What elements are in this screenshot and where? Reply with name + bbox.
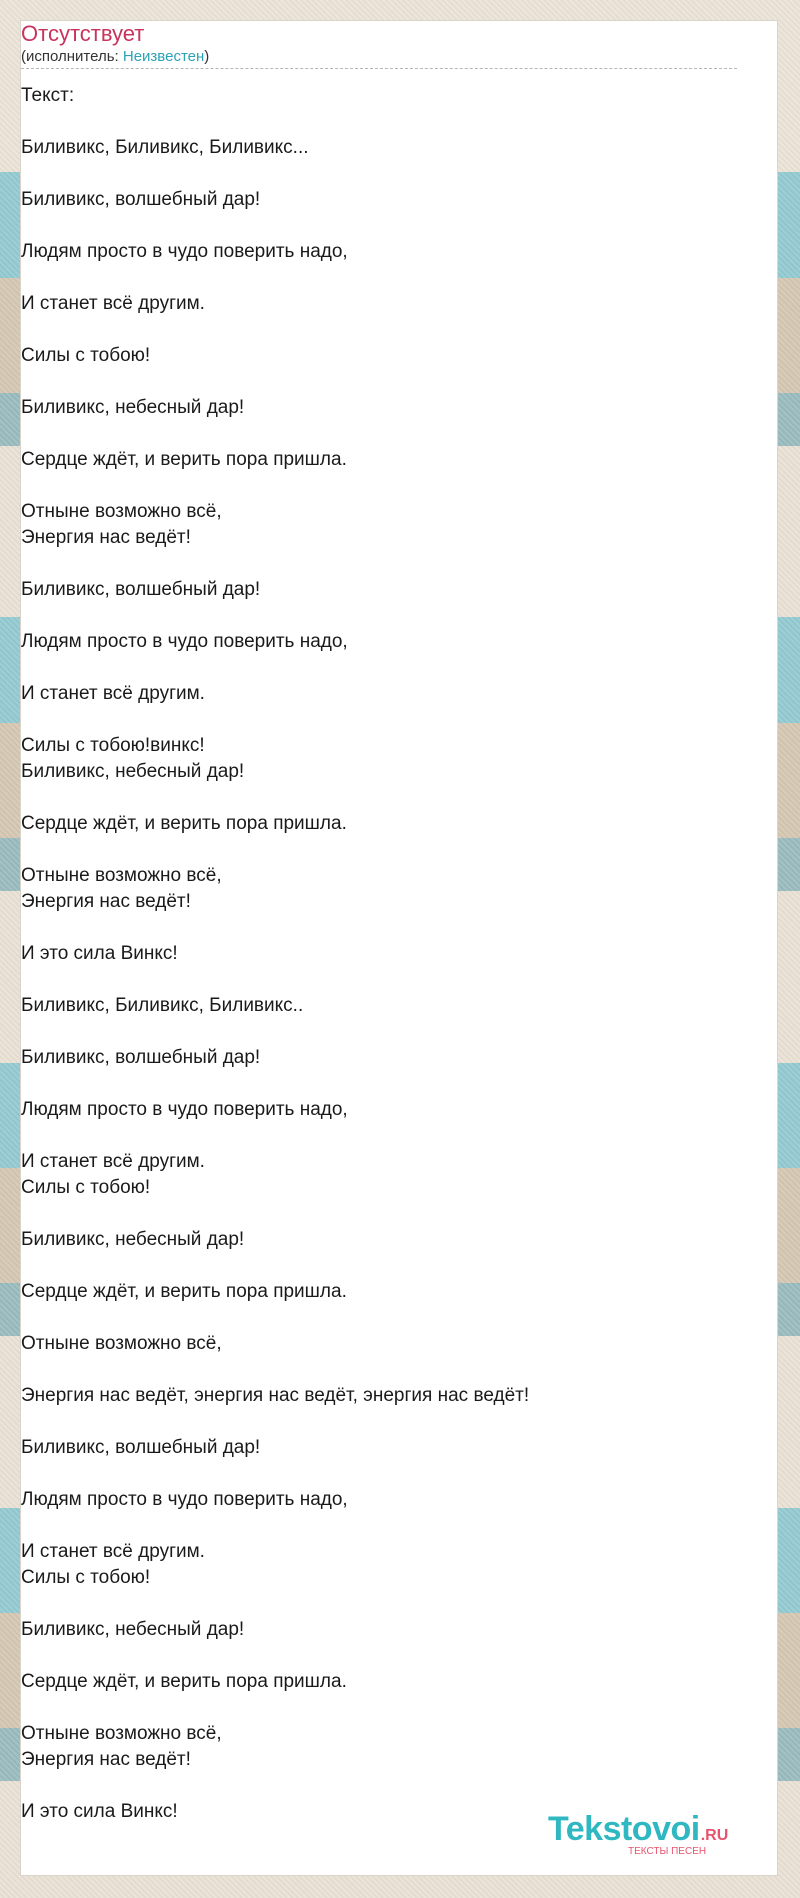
lyrics-line: Биливикс, Биливикс, Биливикс.. <box>21 995 304 1016</box>
lyrics-line: И станет всё другим. <box>21 683 205 704</box>
lyrics-stanza <box>21 1097 737 1123</box>
lyrics-stanza <box>21 1721 737 1773</box>
artist-link[interactable]: Неизвестен <box>122 48 205 65</box>
lyrics-stanza <box>21 811 737 837</box>
lyrics-line: Отныне возможно всё, <box>21 1723 222 1744</box>
lyrics-line: И станет всё другим. <box>21 1151 205 1172</box>
lyrics-line: Текст: <box>21 85 75 106</box>
lyrics-line: И станет всё другим. <box>21 1541 205 1562</box>
lyrics-line: Биливикс, волшебный дар! <box>21 1047 261 1068</box>
lyrics-stanza <box>21 135 737 161</box>
lyrics-line: Отныне возможно всё, <box>21 865 222 886</box>
lyrics-line: Сердце ждёт, и верить пора пришла. <box>21 813 347 834</box>
lyrics-line: Биливикс, небесный дар! <box>21 1619 245 1640</box>
lyrics-stanza <box>21 733 737 785</box>
lyrics-line: Биливикс, волшебный дар! <box>21 189 261 210</box>
lyrics-line: Отныне возможно всё, <box>21 501 222 522</box>
lyrics-stanza <box>21 1227 737 1253</box>
lyrics-stanza <box>21 1149 737 1201</box>
lyrics-line: Энергия нас ведёт! <box>21 1749 191 1770</box>
lyrics-line: Отныне возможно всё, <box>21 1333 222 1354</box>
lyrics-line: Энергия нас ведёт! <box>21 527 191 548</box>
lyrics-line: Людям просто в чудо поверить надо, <box>21 241 348 262</box>
lyrics-text <box>21 83 737 1851</box>
lyrics-stanza <box>21 1487 737 1513</box>
lyrics-stanza <box>21 1383 737 1409</box>
lyrics-line: Сердце ждёт, и верить пора пришла. <box>21 1281 347 1302</box>
lyrics-line: Биливикс, небесный дар! <box>21 1229 245 1250</box>
song-title: Отсутствует <box>21 21 145 46</box>
lyrics-stanza <box>21 239 737 265</box>
artist-line <box>21 48 737 65</box>
lyrics-line: И станет всё другим. <box>21 293 205 314</box>
lyrics-stanza <box>21 1669 737 1695</box>
song-header <box>21 20 737 69</box>
lyrics-stanza <box>21 395 737 421</box>
lyrics-line: Силы с тобою! <box>21 1177 151 1198</box>
lyrics-stanza <box>21 499 737 551</box>
lyrics-line: Биливикс, волшебный дар! <box>21 1437 261 1458</box>
lyrics-line: Людям просто в чудо поверить надо, <box>21 1099 348 1120</box>
lyrics-stanza <box>21 577 737 603</box>
lyrics-stanza <box>21 941 737 967</box>
lyrics-line: Энергия нас ведёт, энергия нас ведёт, энергия нас ведёт! <box>21 1385 530 1406</box>
lyrics-stanza <box>21 681 737 707</box>
lyrics-line: Людям просто в чудо поверить надо, <box>21 631 348 652</box>
lyrics-line: Сердце ждёт, и верить пора пришла. <box>21 449 347 470</box>
lyrics-line: Силы с тобою! <box>21 345 151 366</box>
lyrics-stanza <box>21 1331 737 1357</box>
lyrics-stanza <box>21 291 737 317</box>
site-logo[interactable] <box>548 1810 729 1857</box>
lyrics-stanza <box>21 187 737 213</box>
lyrics-line: Силы с тобою! <box>21 1567 151 1588</box>
lyrics-stanza <box>21 1539 737 1591</box>
artist-prefix: (исполнитель: <box>21 48 123 65</box>
lyrics-stanza <box>21 1279 737 1305</box>
lyrics-stanza <box>21 1045 737 1071</box>
lyrics-stanza <box>21 863 737 915</box>
lyrics-line: Силы с тобою!винкс! <box>21 735 205 756</box>
artist-suffix: ) <box>204 48 210 65</box>
logo-name: Tekstovoi <box>548 1810 700 1848</box>
lyrics-line: Биливикс, небесный дар! <box>21 397 245 418</box>
logo-tagline: ТЕКСТЫ ПЕСЕН <box>628 1846 707 1857</box>
lyrics-stanza <box>21 343 737 369</box>
lyrics-line: И это сила Винкс! <box>21 943 178 964</box>
lyrics-line: Биливикс, волшебный дар! <box>21 579 261 600</box>
lyrics-line: Сердце ждёт, и верить пора пришла. <box>21 1671 347 1692</box>
lyrics-stanza <box>21 447 737 473</box>
lyrics-stanza <box>21 629 737 655</box>
lyrics-line: Биливикс, небесный дар! <box>21 761 245 782</box>
logo-domain: .RU <box>700 1827 729 1844</box>
lyrics-line: И это сила Винкс! <box>21 1801 178 1822</box>
lyrics-line: Биливикс, Биливикс, Биливикс... <box>21 137 309 158</box>
lyrics-line: Энергия нас ведёт! <box>21 891 191 912</box>
lyrics-stanza <box>21 1617 737 1643</box>
lyrics-stanza <box>21 83 737 109</box>
lyrics-stanza <box>21 993 737 1019</box>
lyrics-line: Людям просто в чудо поверить надо, <box>21 1489 348 1510</box>
lyrics-stanza <box>21 1435 737 1461</box>
